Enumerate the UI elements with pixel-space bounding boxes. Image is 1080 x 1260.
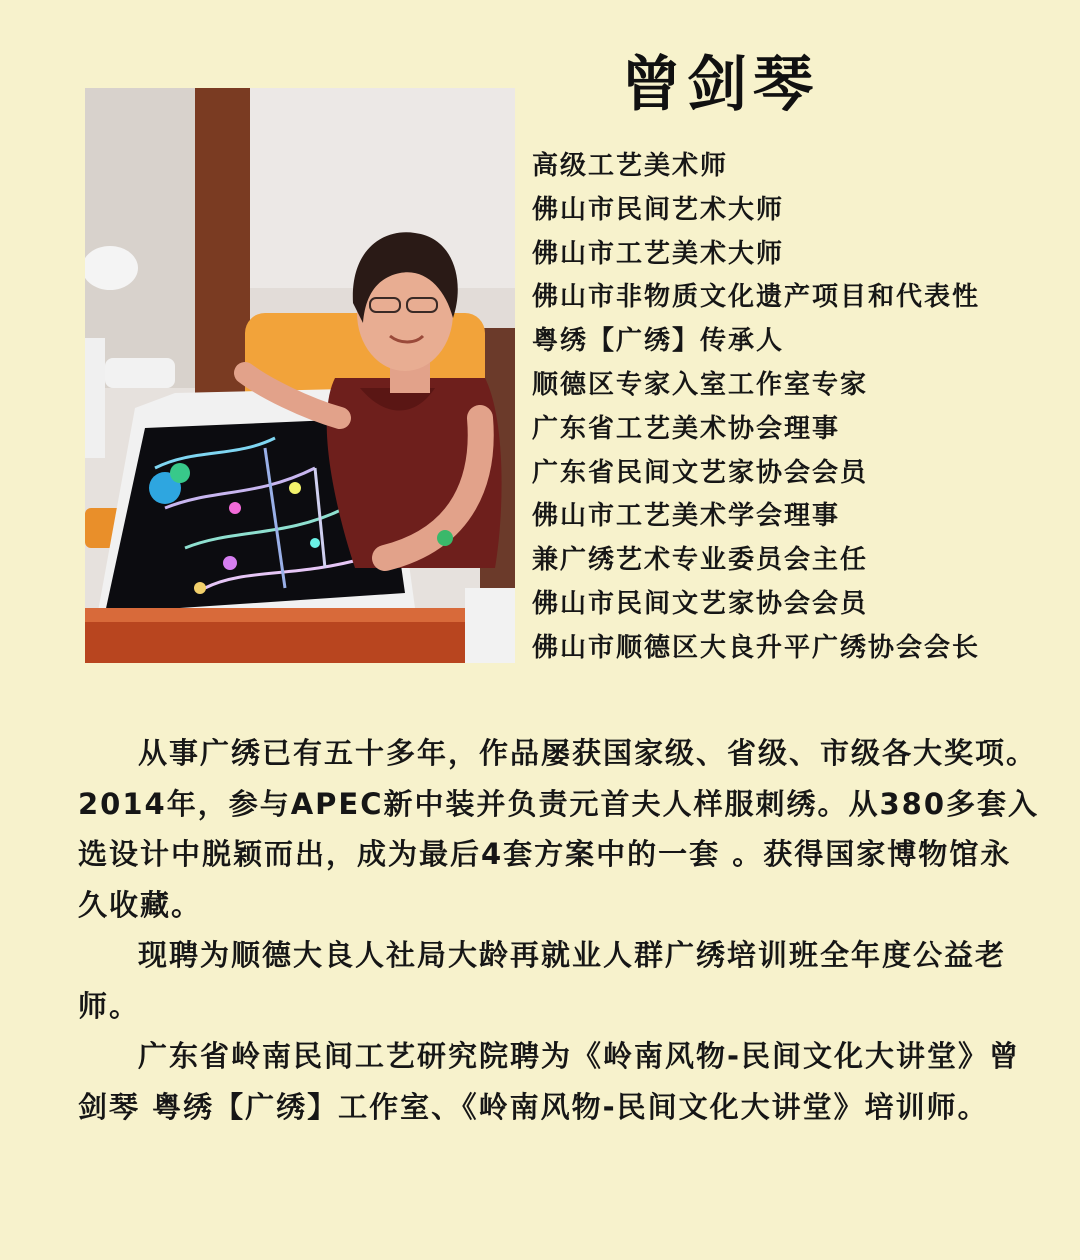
title-item: 顺德区专家入室工作室专家 bbox=[532, 369, 869, 400]
title-item: 广东省民间文艺家协会会员 bbox=[532, 457, 869, 488]
title-item: 佛山市民间艺术大师 bbox=[532, 194, 785, 225]
bio-paragraph: 现聘为顺德大良人社局大龄再就业人群广绣培训班全年度公益老师。 bbox=[78, 938, 1007, 1023]
title-item: 佛山市民间文艺家协会会员 bbox=[532, 588, 869, 619]
title-item: 佛山市非物质文化遗产项目和代表性 bbox=[532, 282, 981, 313]
bio-paragraph: 广东省岭南民间工艺研究院聘为《岭南风物-民间文化大讲堂》曾剑琴 粤绣【广绣】工作室、《岭南风物-民间文化大讲堂》培训师。 bbox=[78, 1039, 1021, 1124]
honorary-titles-list bbox=[532, 145, 1052, 671]
title-item: 佛山市顺德区大良升平广绣协会会长 bbox=[532, 632, 981, 663]
title-item: 佛山市工艺美术大师 bbox=[532, 238, 785, 269]
embroiderer-photo bbox=[85, 88, 515, 663]
title-item: 高级工艺美术师 bbox=[532, 151, 729, 181]
page-title: 曾剑琴 bbox=[621, 50, 819, 120]
title-item: 兼广绣艺术专业委员会主任 bbox=[532, 545, 869, 576]
bio-paragraph: 从事广绣已有五十多年，作品屡获国家级、省级、市级各大奖项。2014年，参与APEC新中装并负责元首夫人样服刺绣。从380多套入选设计中脱颖而出，成为最后4套方案中的一套 。获得国家博物馆永久收藏。 bbox=[78, 736, 1040, 922]
title-item: 佛山市工艺美术学会理事 bbox=[532, 501, 841, 532]
title-item: 粤绣【广绣】传承人 bbox=[532, 326, 785, 357]
title-item: 广东省工艺美术协会理事 bbox=[532, 413, 841, 444]
biography bbox=[78, 728, 1040, 1132]
